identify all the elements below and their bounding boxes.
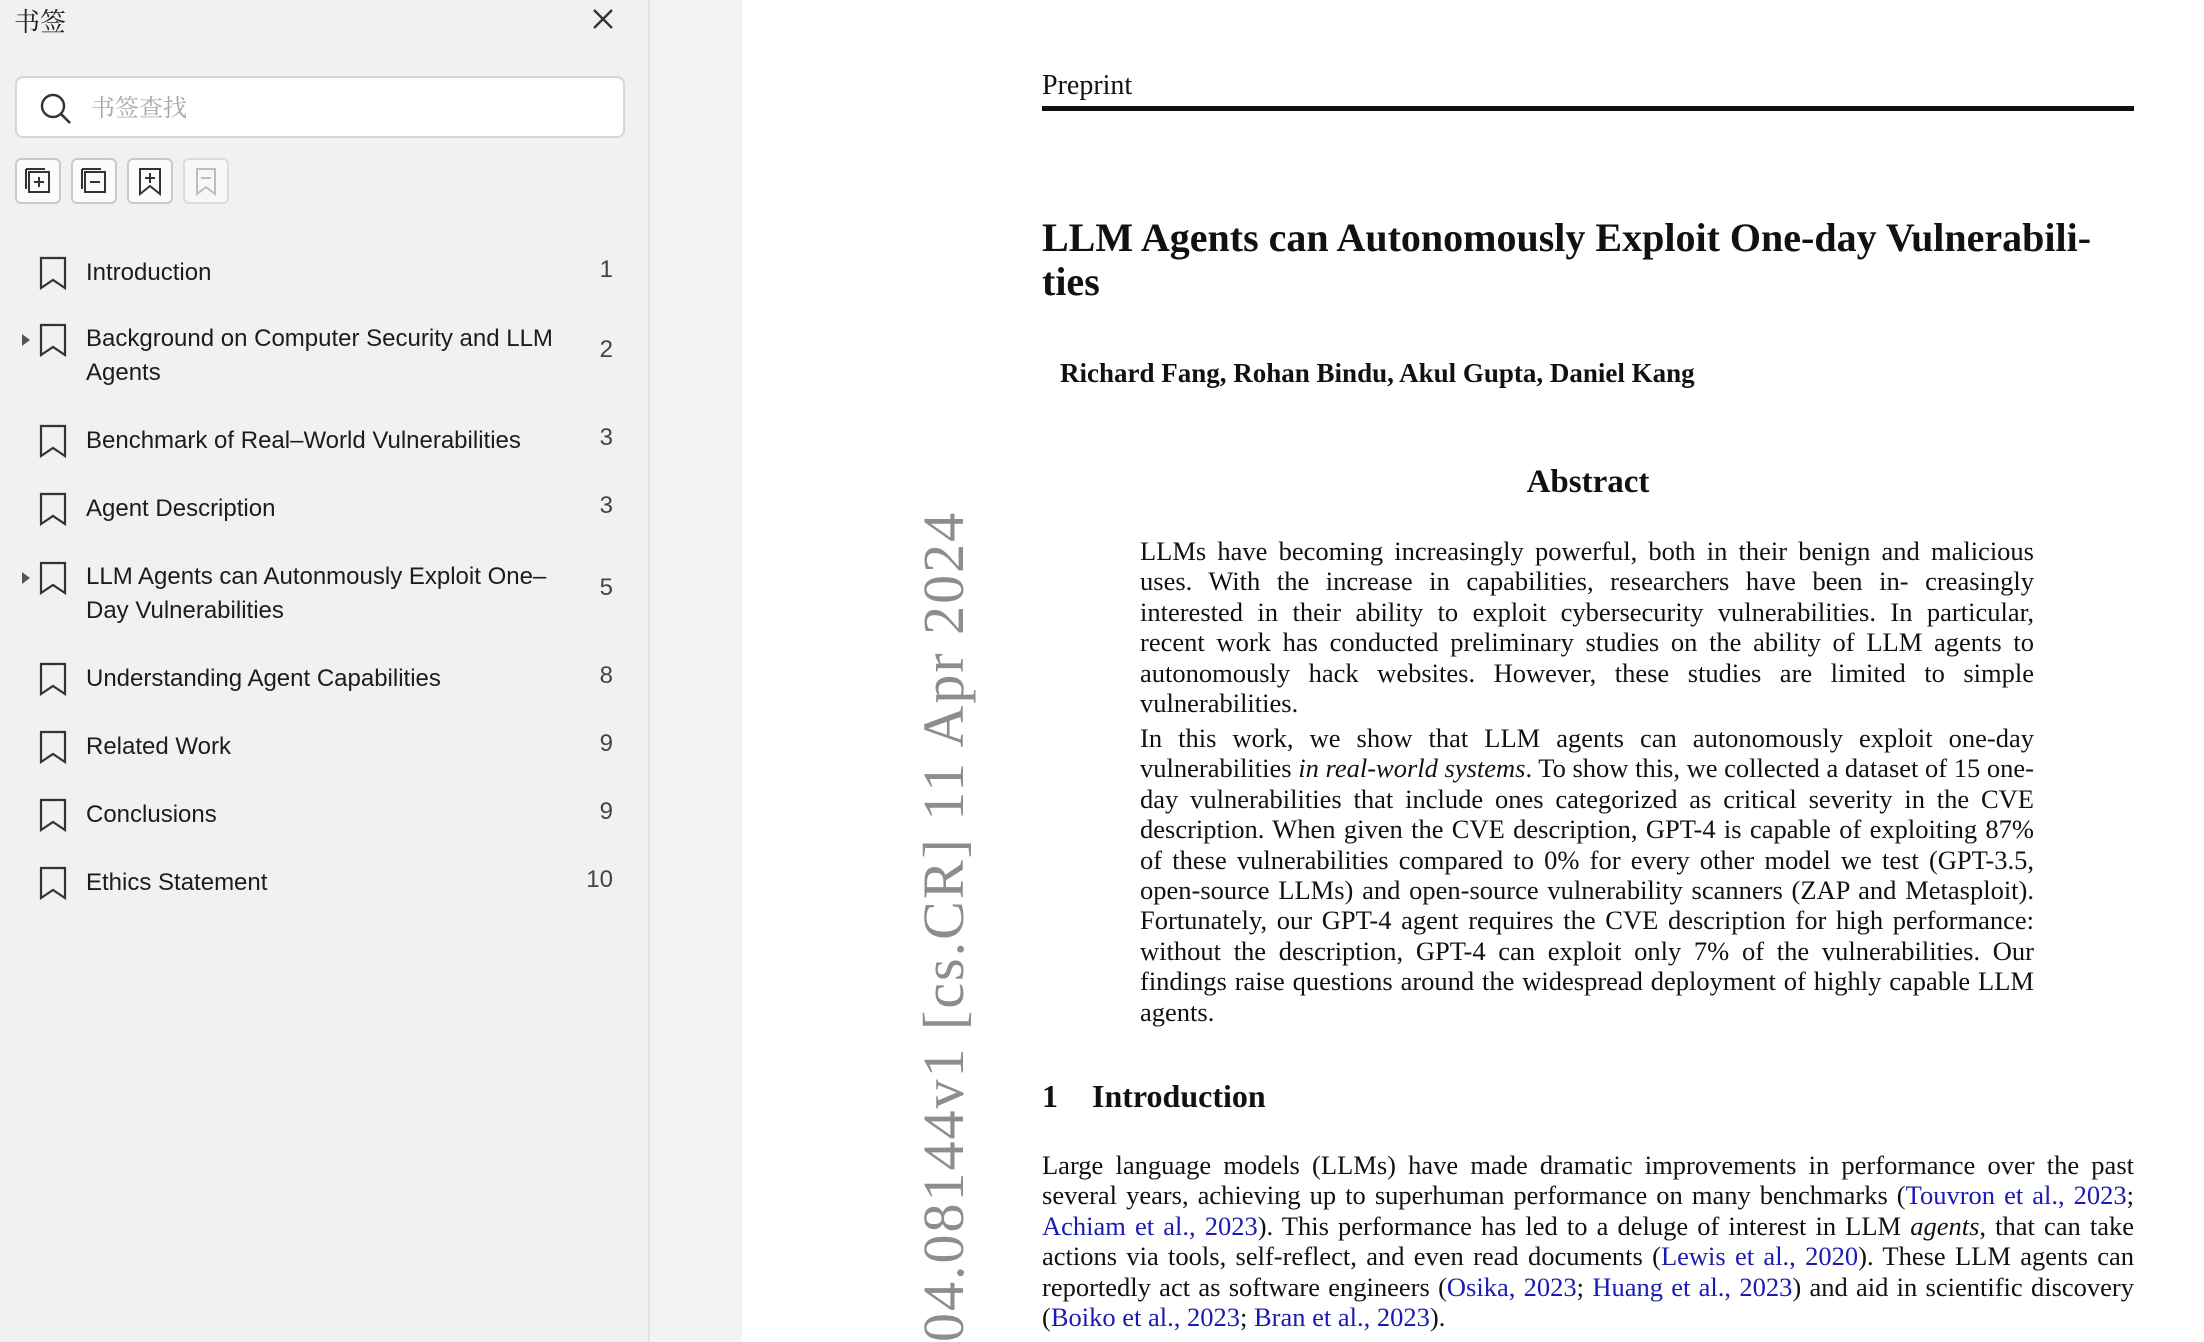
bookmark-page: 9 <box>599 798 613 825</box>
bookmark-icon <box>38 323 68 357</box>
bookmark-icon <box>38 492 68 526</box>
bookmark-icon <box>38 866 68 900</box>
bookmark-icon <box>38 256 68 290</box>
citation-link[interactable]: Osika, 2023 <box>1446 1271 1577 1302</box>
bookmark-page: 9 <box>599 730 613 757</box>
expand-all-button[interactable] <box>15 158 61 204</box>
bookmark-page: 3 <box>599 424 613 451</box>
abstract-heading: Abstract <box>1526 464 1650 500</box>
bookmark-label: Agent Description <box>86 495 276 522</box>
bookmark-label: Understanding Agent Capabilities <box>86 665 441 692</box>
bookmark-introduction[interactable] <box>0 248 650 296</box>
bookmark-page: 8 <box>599 662 613 689</box>
bookmark-label: Introduction <box>86 259 212 286</box>
bookmark-icon <box>38 424 68 458</box>
paper-title: LLM Agents can Autonomously Exploit One-day Vulnerabili- ties <box>1042 215 2092 304</box>
arxiv-stamp: 04.08144v1 [cs.CR] 11 Apr 2024 <box>911 510 976 1342</box>
bookmark-label: LLM Agents can Autonmously Exploit One–Day Vulnerabilities <box>86 563 547 624</box>
citation-link[interactable]: Achiam et al., 2023 <box>1042 1210 1258 1241</box>
bookmark-panel <box>0 0 650 1342</box>
citation-link[interactable]: Huang et al., 2023 <box>1592 1271 1793 1302</box>
citation-link[interactable]: Boiko et al., 2023 <box>1050 1302 1240 1333</box>
add-bookmark-button[interactable] <box>127 158 173 204</box>
add-bookmark-icon <box>135 166 165 196</box>
header-rule <box>1042 106 2134 111</box>
abstract-paragraph-1: LLMs have becoming increasingly powerful, both in their benign and malicious uses. With the increase in capabilities, researchers have been in- creasingly interested in their ability to exploit cybersecurity vulnerabilities. In particular, recent work has conducted preliminary studies on the ability of LLM agents to autonomously hack websites. However, these studies are limited to simple vulnerabilities. <box>1140 536 2034 719</box>
bookmark-label: Conclusions <box>86 801 217 828</box>
bookmark-conclusions[interactable] <box>0 790 650 838</box>
abstract-paragraph-2: In this work, we show that LLM agents can autonomously exploit one-day vulnerabilities in real-world systems. To show this, we collected a dataset of 15 one-day vulnerabilities that include ones categorized as critical severity in the CVE description. When given the CVE description, GPT-4 is capable of exploiting 87% of these vulnerabilities compared to 0% for every other model we test (GPT-3.5, open-source LLMs) and open-source vulnerability scanners (ZAP and Metasploit). Fortunately, our GPT-4 agent requires the CVE description for high performance: without the description, GPT-4 can exploit only 7% of the vulnerabilities. Our findings raise questions around the widespread deployment of highly capable LLM agents. <box>1140 723 2034 1027</box>
section-heading: 1 Introduction <box>1042 1078 1266 1114</box>
bookmark-page: 2 <box>599 336 613 363</box>
search-input[interactable] <box>89 88 613 130</box>
close-icon[interactable] <box>586 2 620 36</box>
delete-bookmark-button[interactable] <box>183 158 229 204</box>
bookmark-search[interactable] <box>15 76 625 138</box>
bookmark-page: 5 <box>599 574 613 601</box>
bookmark-icon <box>38 662 68 696</box>
expand-arrow-icon[interactable] <box>19 333 33 347</box>
bookmark-benchmark[interactable] <box>0 416 650 464</box>
bookmark-related-work[interactable] <box>0 722 650 770</box>
running-header: Preprint <box>1042 70 1133 101</box>
bookmark-llm-agents-exploit[interactable] <box>0 552 650 628</box>
bookmark-agent-description[interactable] <box>0 484 650 532</box>
panel-title: 书签 <box>14 7 67 37</box>
bookmark-ethics[interactable] <box>0 858 650 906</box>
citation-link[interactable]: Lewis et al., 2020 <box>1660 1241 1859 1272</box>
collapse-all-icon <box>79 166 109 196</box>
citation-link[interactable]: Touvron et al., 2023 <box>1905 1180 2127 1211</box>
bookmark-label: Ethics Statement <box>86 869 268 896</box>
delete-bookmark-icon <box>191 166 221 196</box>
bookmark-understanding[interactable] <box>0 654 650 702</box>
search-icon <box>37 90 75 128</box>
bookmark-page: 1 <box>599 256 613 283</box>
bookmark-label: Related Work <box>86 733 231 760</box>
intro-paragraph: Large language models (LLMs) have made dramatic improvements in performance over the past several years, achieving up to superhuman performance on many benchmarks (Touvron et al., 2023; Achiam et al., 2023). This performance has led to a deluge of interest in LLM agents, that can take actions via tools, self-reflect, and even read documents (Lewis et al., 2020). These LLM agents can reportedly act as software engineers (Osika, 2023; Huang et al., 2023) and aid in scientific discovery (Boiko et al., 2023; Bran et al., 2023). <box>1042 1150 2135 1333</box>
bookmark-background[interactable] <box>0 314 650 390</box>
bookmark-icon <box>38 730 68 764</box>
bookmark-icon <box>38 798 68 832</box>
bookmark-page: 3 <box>599 492 613 519</box>
document-viewer[interactable] <box>650 0 2204 1342</box>
bookmark-page: 10 <box>586 866 613 893</box>
collapse-all-button[interactable] <box>71 158 117 204</box>
bookmark-icon <box>38 561 68 595</box>
paper-authors: Richard Fang, Rohan Bindu, Akul Gupta, Daniel Kang <box>1060 358 1695 388</box>
bookmark-label: Background on Computer Security and LLM Agents <box>86 325 553 386</box>
bookmark-label: Benchmark of Real–World Vulnerabilities <box>86 427 521 454</box>
pdf-page[interactable] <box>742 0 2204 1342</box>
expand-arrow-icon[interactable] <box>19 571 33 585</box>
expand-all-icon <box>23 166 53 196</box>
citation-link[interactable]: Bran et al., 2023 <box>1254 1302 1430 1333</box>
